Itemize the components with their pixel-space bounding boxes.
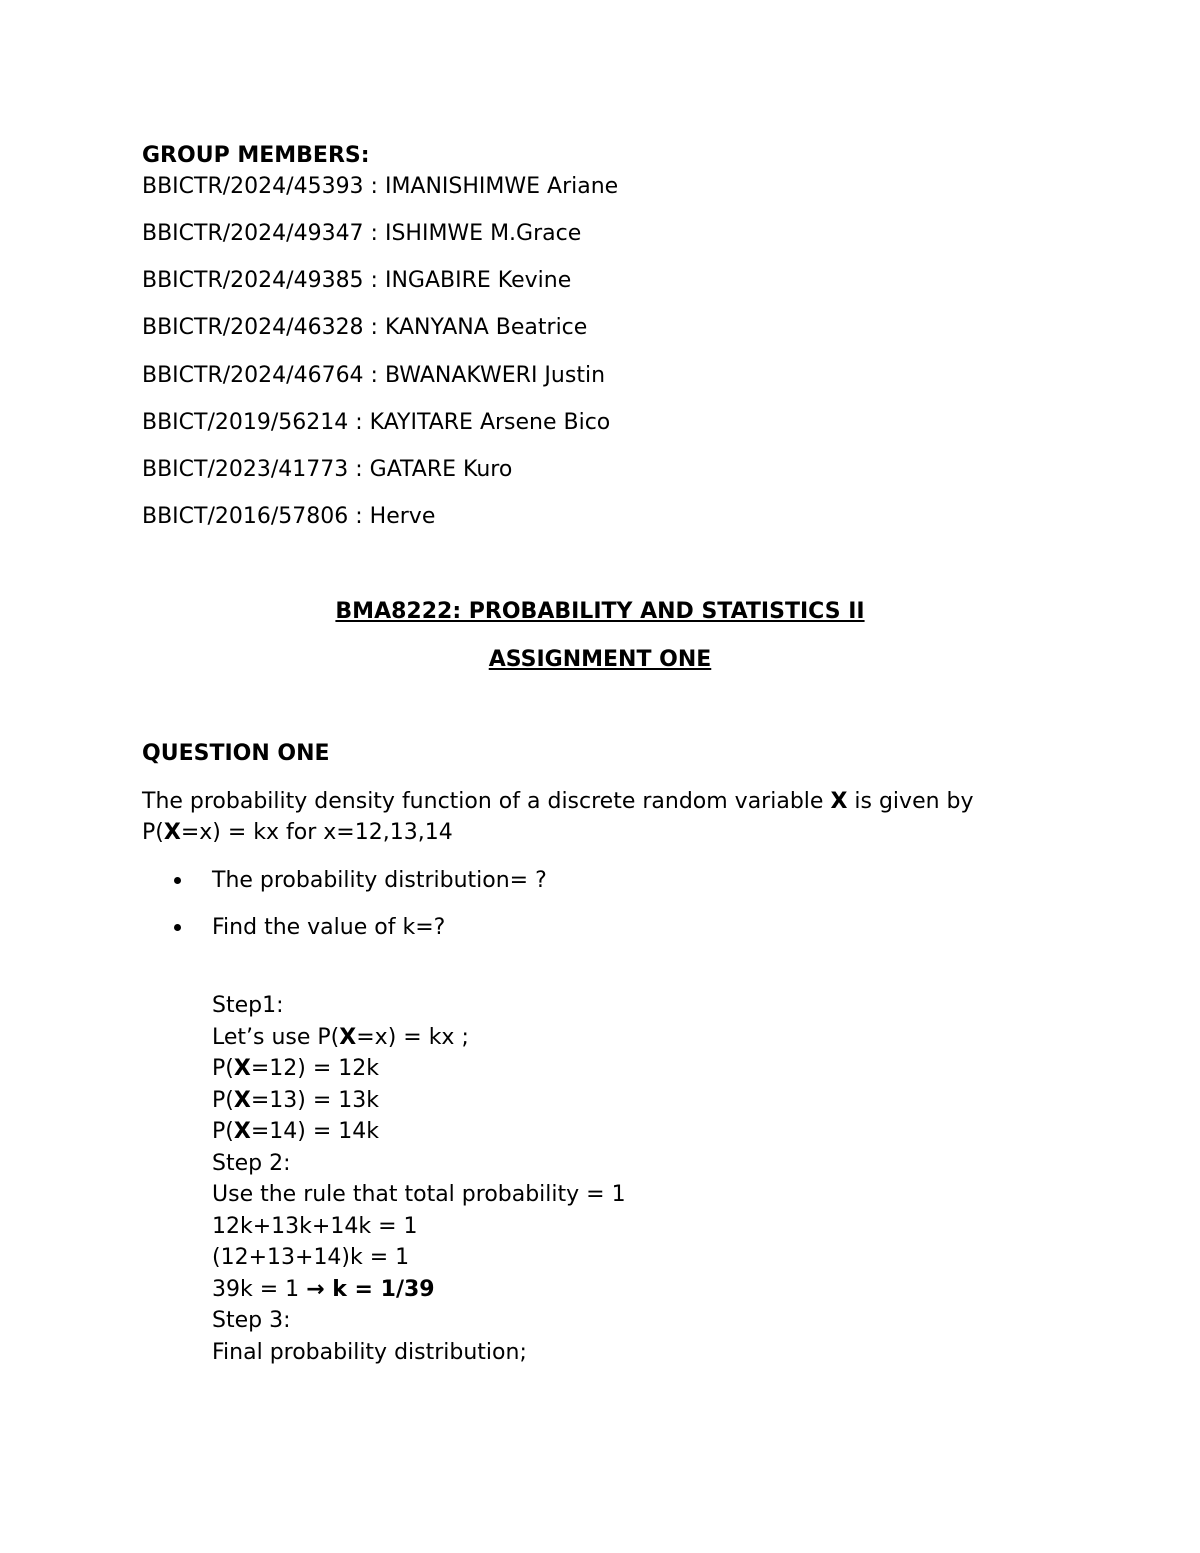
bullet-item: Find the value of k=? [212,915,446,940]
step1-label: Step1: [212,993,284,1018]
equation-result-line [212,1275,435,1305]
group-members-heading: GROUP MEMBERS: [142,143,370,168]
text-run: P( [212,1088,234,1113]
member-line: BBICTR/2024/49347 : ISHIMWE M.Grace [142,221,582,246]
member-line: BBICT/2023/41773 : GATARE Kuro [142,457,513,482]
member-line: BBICT/2019/56214 : KAYITARE Arsene Bico [142,410,611,435]
bullet-item: The probability distribution= ? [212,868,547,893]
variable-x: X [830,789,848,814]
prob-13-line [212,1086,379,1116]
member-line: BBICTR/2024/49385 : INGABIRE Kevine [142,268,572,293]
bullet-icon [174,924,181,931]
member-line: BBICTR/2024/46328 : KANYANA Beatrice [142,315,588,340]
variable-x: X [163,820,181,845]
equation-line: 12k+13k+14k = 1 [212,1214,418,1239]
step1-line [212,1023,469,1053]
text-run: =12) = 12k [250,1056,379,1081]
member-line: BBICT/2016/57806 : Herve [142,504,436,529]
variable-x: X [233,1119,251,1144]
k-result: k = 1/39 [324,1277,435,1302]
bullet-icon [174,877,181,884]
text-run: =14) = 14k [250,1119,379,1144]
equation-line: (12+13+14)k = 1 [212,1245,410,1270]
question-heading: QUESTION ONE [142,741,330,766]
step2-label: Step 2: [212,1151,291,1176]
variable-x: X [233,1088,251,1113]
step3-label: Step 3: [212,1308,291,1333]
text-run: =x) = kx for x=12,13,14 [180,820,453,845]
text-run: =x) = kx ; [356,1025,469,1050]
text-run: is given by [847,789,974,814]
member-line: BBICTR/2024/46764 : BWANAKWERI Justin [142,363,606,388]
assignment-title: ASSIGNMENT ONE [488,647,712,672]
text-run: P( [212,1056,234,1081]
text-run: P( [142,820,164,845]
member-line: BBICTR/2024/45393 : IMANISHIMWE Ariane [142,174,619,199]
arrow-right-icon: → [306,1277,325,1302]
prob-14-line [212,1117,379,1147]
text-run: =13) = 13k [250,1088,379,1113]
final-distribution-line: Final probability distribution; [212,1340,527,1365]
text-run: P( [212,1119,234,1144]
question-intro-line1 [142,787,974,817]
text-run: 39k = 1 [212,1277,307,1302]
rule-line: Use the rule that total probability = 1 [212,1182,626,1207]
text-run: Let’s use P( [212,1025,340,1050]
prob-12-line [212,1054,379,1084]
variable-x: X [233,1056,251,1081]
question-intro-line2 [142,818,453,848]
text-run: The probability density function of a discrete random variable [142,789,831,814]
variable-x: X [339,1025,357,1050]
course-title: BMA8222: PROBABILITY AND STATISTICS II [335,599,865,624]
